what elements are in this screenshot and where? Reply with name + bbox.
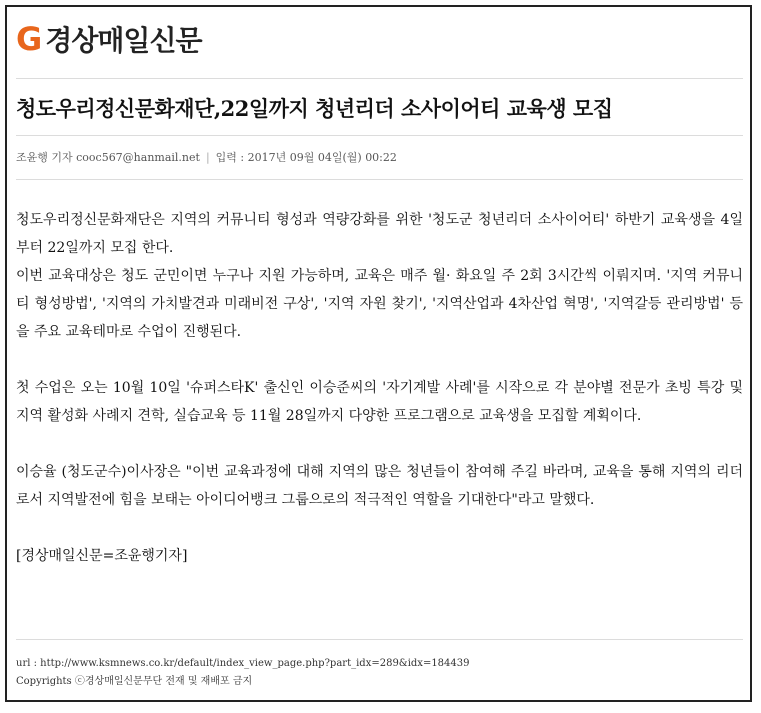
article-print-frame bbox=[5, 5, 752, 702]
article-footer bbox=[16, 655, 470, 691]
copyright-notice: Copyrights ⓒ경상매일신문무단 전재 및 재배포 금지 bbox=[16, 676, 253, 687]
article-paragraph: 이번 교육대상은 청도 군민이면 누구나 지원 가능하며, 교육은 매주 월· 화요일 주 2회 3시간씩 이뤄지며. '지역 커뮤니티 형성방법', '지역의 가치발견과 미래비전 구상', '지역 자원 찾기', '지역산업과 4차산업 혁명', '지역갈등 관리방법' 등을 주요 교육테마로 수업이 진행된다. bbox=[16, 268, 743, 340]
byline-separator: | bbox=[205, 151, 210, 164]
divider bbox=[16, 179, 743, 180]
divider bbox=[16, 135, 743, 136]
article-paragraph: 첫 수업은 오는 10월 10일 '슈퍼스타K' 출신인 이승준씨의 '자기계발 사례'를 시작으로 각 분야별 전문가 초빙 특강 및 지역 활성화 사례지 견학, 실습교육 등 11월 28일까지 다양한 프로그램으로 교육생을 모집할 계획이다. bbox=[16, 380, 743, 424]
article-body bbox=[16, 206, 743, 598]
article-paragraph: 이승율 (청도군수)이사장은 "이번 교육과정에 대해 지역의 많은 청년들이 참여해 주길 바라며, 교육을 통해 지역의 리더로서 지역발전에 힘을 보태는 아이디어뱅크 그룹으로의 적극적인 역할을 기대한다"라고 말했다. bbox=[16, 464, 743, 508]
article-signature: [경상매일신문=조윤행기자] bbox=[16, 548, 188, 564]
byline-date: 입력 : 2017년 09월 04일(월) 00:22 bbox=[215, 151, 397, 164]
divider bbox=[16, 78, 743, 79]
byline-author: 조윤행 기자 cooc567@hanmail.net bbox=[16, 151, 200, 164]
article-paragraph: 청도우리정신문화재단은 지역의 커뮤니티 형성과 역량강화를 위한 '청도군 청년리더 소사이어티' 하반기 교육생을 4일부터 22일까지 모집 한다. bbox=[16, 212, 743, 256]
article-url[interactable]: url : http://www.ksmnews.co.kr/default/index_view_page.php?part_idx=289&idx=184439 bbox=[16, 658, 470, 669]
article-headline: 청도우리정신문화재단,22일까지 청년리더 소사이어티 교육생 모집 bbox=[16, 96, 613, 121]
divider bbox=[16, 639, 743, 640]
logo-mark-icon: G bbox=[16, 20, 42, 58]
masthead-logo bbox=[16, 19, 202, 59]
logo-text: 경상매일신문 bbox=[45, 24, 202, 57]
article-byline bbox=[16, 149, 397, 165]
